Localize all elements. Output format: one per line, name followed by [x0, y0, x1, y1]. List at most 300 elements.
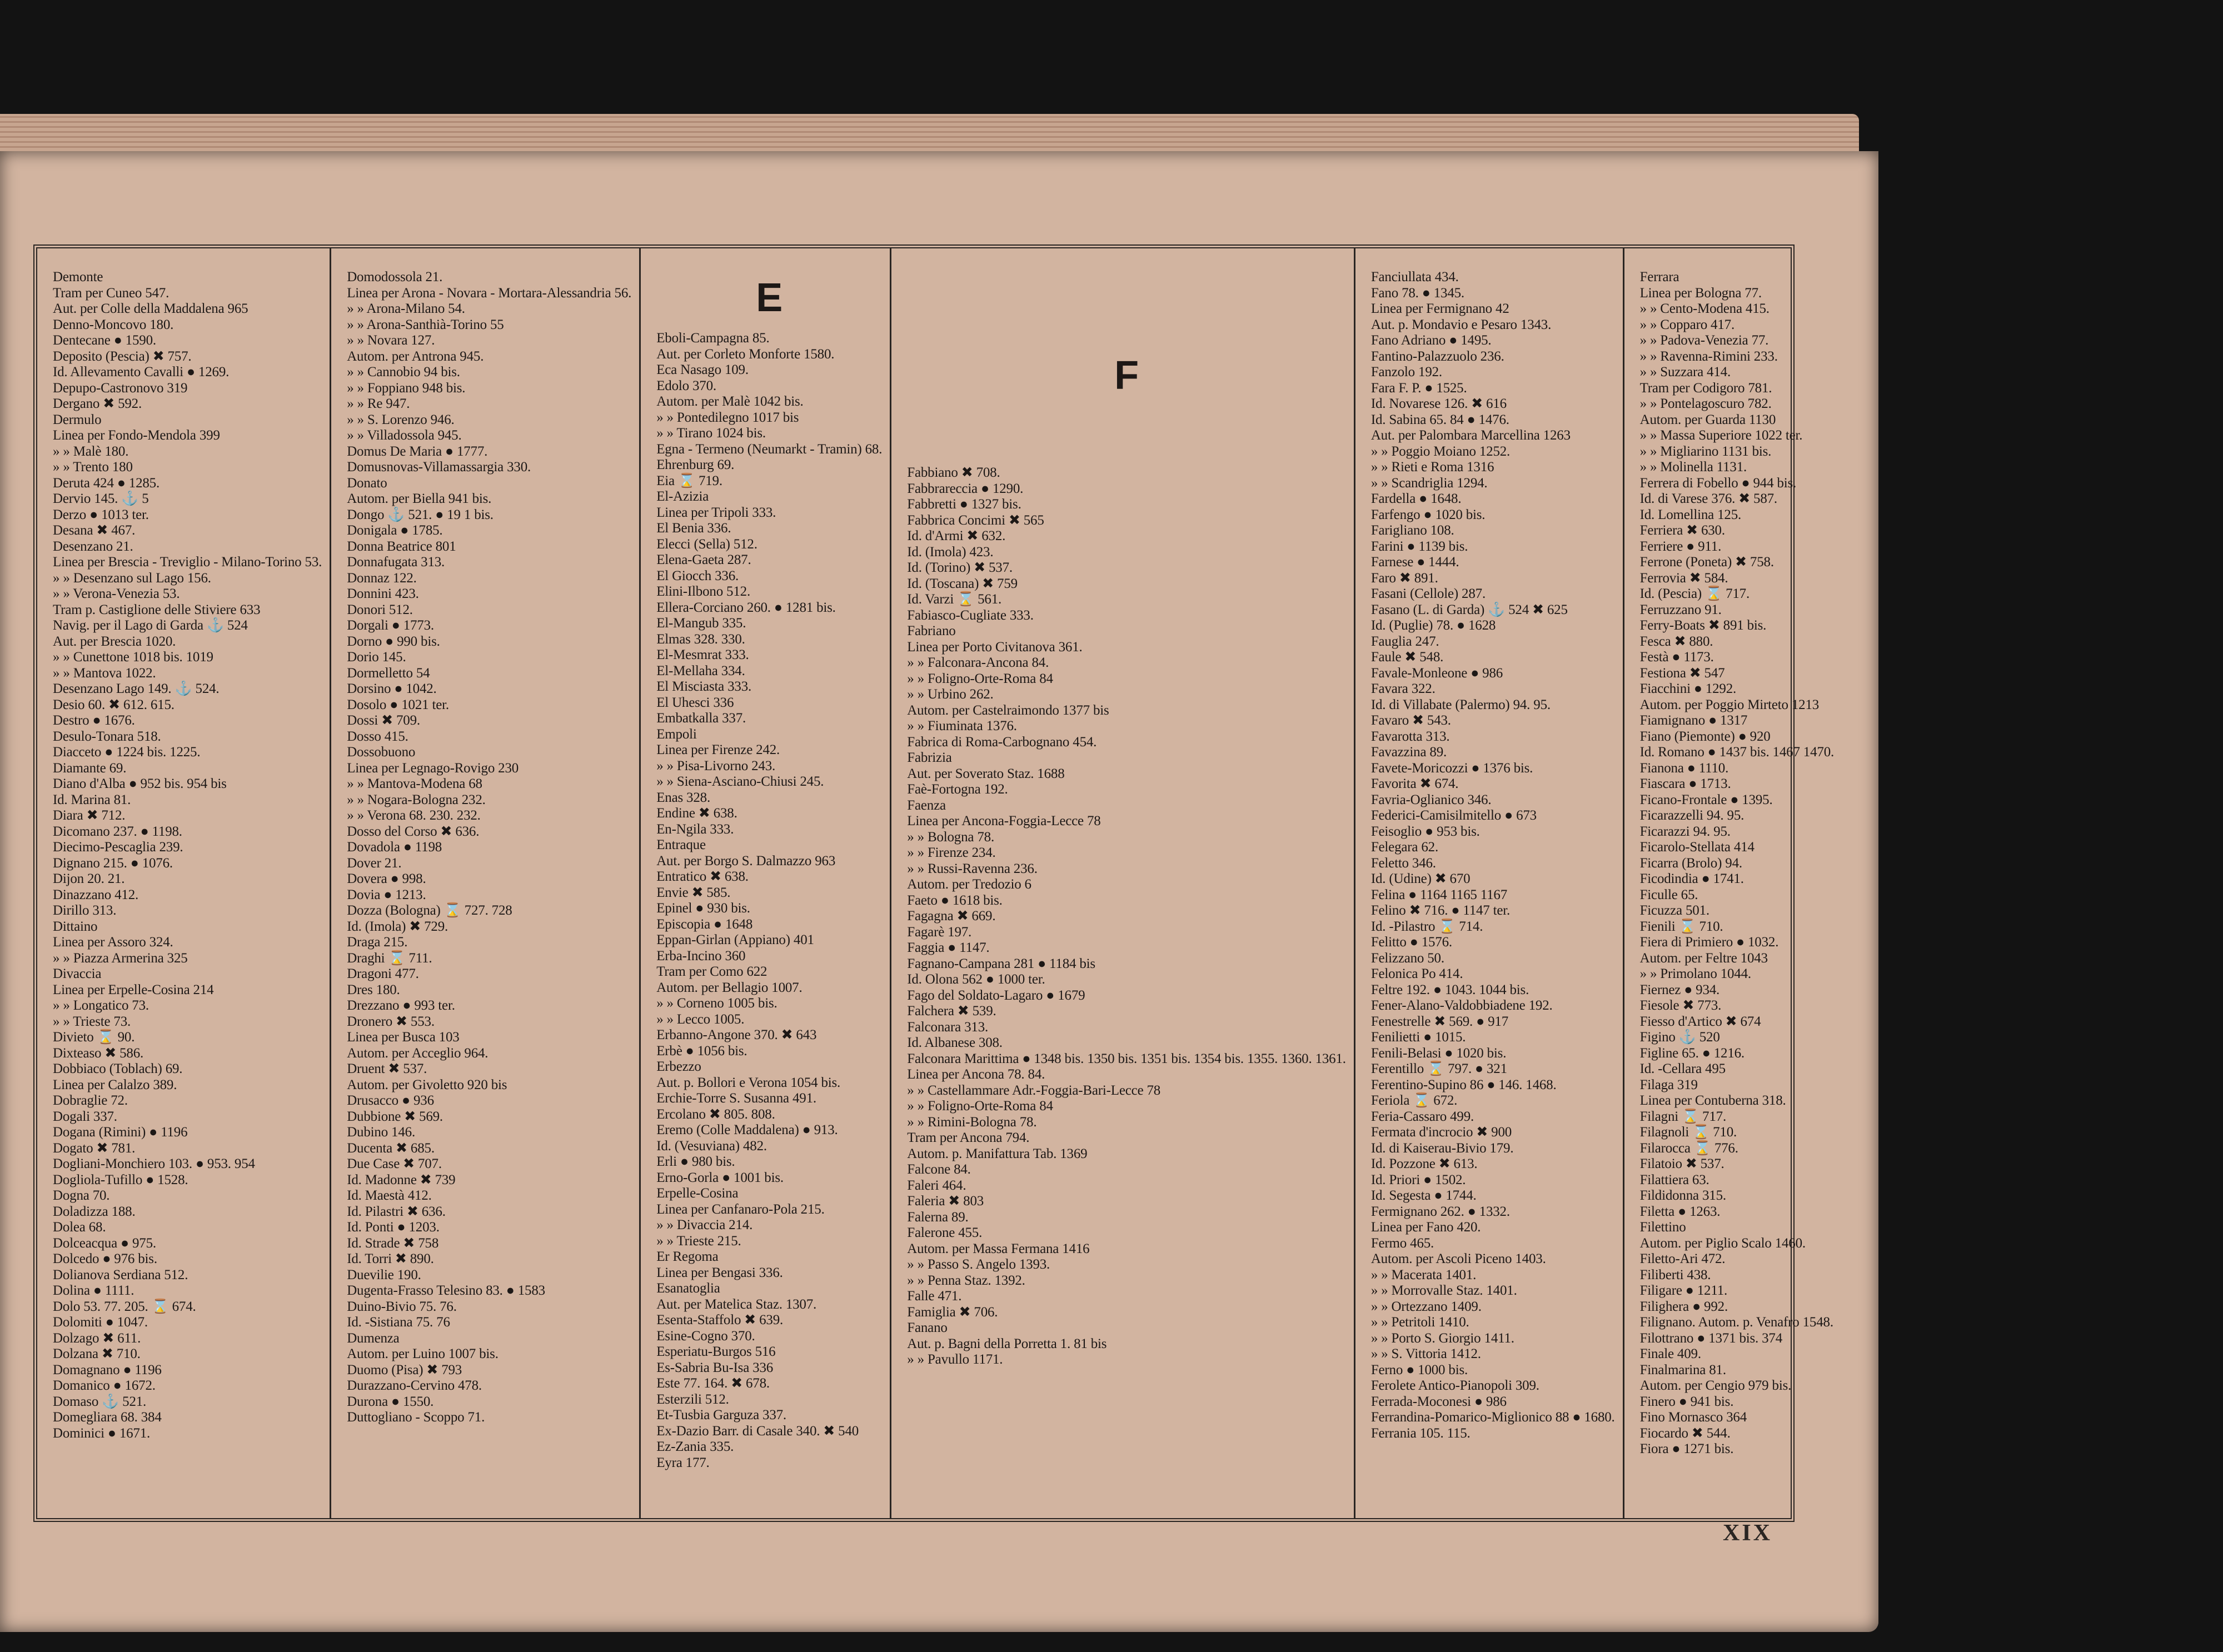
index-entry: » » Suzzara 414. — [1639, 365, 1731, 380]
index-entry: » » Divaccia 214. — [656, 1217, 753, 1232]
index-entry: » » Petritoli 1410. — [1370, 1315, 1469, 1330]
index-entry: Domagnano ● 1196 — [53, 1362, 162, 1378]
index-entry: Dobraglie 72. — [53, 1093, 128, 1108]
index-entry: Eyra 177. — [656, 1455, 710, 1470]
index-entry: Finalmarina 81. — [1639, 1362, 1726, 1378]
index-entry: Id. Ponti ● 1203. — [347, 1220, 440, 1235]
index-entry: Dorio 145. — [347, 650, 406, 665]
index-entry: Donori 512. — [347, 602, 413, 617]
index-entry: El-Mangub 335. — [656, 616, 746, 631]
index-entry: Fiamignano ● 1317 — [1639, 713, 1748, 728]
index-entry: Fano Adriano ● 1495. — [1370, 333, 1492, 348]
index-entry: Fabbiano ✖ 708. — [907, 465, 1000, 480]
index-entry: Id. Albanese 308. — [907, 1035, 1003, 1050]
index-entry: Aut. p. Mondavio e Pesaro 1343. — [1370, 317, 1552, 332]
index-entry: » » Ravenna-Rimini 233. — [1639, 348, 1778, 364]
index-entry: Este 77. 164. ✖ 678. — [656, 1376, 770, 1391]
index-entry: Dogali 337. — [53, 1109, 117, 1124]
index-entry: Ferrovia ✖ 584. — [1639, 570, 1728, 586]
index-column-5 — [1355, 248, 1624, 1518]
index-entry: Dijon 20. 21. — [53, 871, 125, 886]
index-entry: » » Fiuminata 1376. — [907, 718, 1017, 733]
index-entry: Aut. per Soverato Staz. 1688 — [907, 766, 1065, 781]
index-entry: Dossi ✖ 709. — [347, 713, 420, 728]
index-entry: » » Re 947. — [347, 396, 410, 411]
index-entry: Filaga 319 — [1639, 1077, 1698, 1092]
index-entry: Farigliano 108. — [1370, 523, 1454, 538]
index-entry: Esanatoglia — [656, 1281, 720, 1296]
index-entry: Autom. per Guarda 1130 — [1639, 412, 1776, 427]
index-entry: Id. Romano ● 1437 bis. 1467 1470. — [1639, 745, 1835, 760]
index-entry: Falerna 89. — [907, 1209, 969, 1225]
index-entry: Id. di Kaiserau-Bivio 179. — [1370, 1140, 1514, 1156]
index-entry: Dolzana ✖ 710. — [53, 1346, 141, 1361]
index-entry: » » Pisa-Livorno 243. — [656, 758, 776, 773]
index-entry: » » Migliarino 1131 bis. — [1639, 443, 1772, 459]
index-entry: » » Longatico 73. — [53, 998, 149, 1013]
index-entry: Filagnoli ⌛ 710. — [1639, 1125, 1737, 1140]
index-entry: Entratico ✖ 638. — [656, 869, 749, 884]
index-entry: Falle 471. — [907, 1289, 962, 1304]
index-entry: Desenzano 21. — [53, 538, 133, 554]
index-entry: » » Mantova-Modena 68 — [347, 776, 482, 791]
index-entry: Fermata d'incrocio ✖ 900 — [1370, 1125, 1512, 1140]
index-entry: Er Regoma — [656, 1249, 719, 1264]
index-entry: Druent ✖ 537. — [347, 1061, 427, 1076]
index-entry: Derzo ● 1013 ter. — [53, 507, 149, 522]
index-entry: Draghi ⌛ 711. — [347, 950, 432, 966]
index-entry: Autom. per Massa Fermana 1416 — [907, 1241, 1090, 1256]
index-entry: Fagarè 197. — [907, 924, 972, 940]
index-entry: Id. Pilastri ✖ 636. — [347, 1204, 446, 1219]
index-entry: Fiascara ● 1713. — [1639, 776, 1731, 791]
index-entry: Id. (Pescia) ⌛ 717. — [1639, 586, 1750, 601]
index-entry: » » Trieste 73. — [53, 1014, 131, 1029]
index-entry: Dovadola ● 1198 — [347, 840, 442, 855]
index-entry: Favara 322. — [1370, 681, 1436, 696]
index-entry: Id. Olona 562 ● 1000 ter. — [907, 972, 1045, 987]
index-entry: Ferolete Antico-Pianopoli 309. — [1370, 1378, 1539, 1393]
index-entry: » » Arona-Santhià-Torino 55 — [347, 317, 504, 332]
index-entry: Erbanno-Angone 370. ✖ 643 — [656, 1027, 817, 1042]
index-entry: Eremo (Colle Maddalena) ● 913. — [656, 1122, 838, 1137]
index-entry: Linea per Calalzo 389. — [53, 1077, 177, 1092]
index-entry: Dres 180. — [347, 982, 400, 997]
index-entry: » » Novara 127. — [347, 333, 435, 348]
index-entry: Linea per Busca 103 — [347, 1030, 460, 1045]
index-entry: Duomo (Pisa) ✖ 793 — [347, 1362, 462, 1378]
index-entry: Filiberti 438. — [1639, 1267, 1711, 1282]
index-entry: Dronero ✖ 553. — [347, 1014, 435, 1029]
index-entry: » » Porto S. Giorgio 1411. — [1370, 1330, 1514, 1346]
index-entry: Dorsino ● 1042. — [347, 681, 437, 696]
index-entry: » » Primolano 1044. — [1639, 966, 1751, 981]
index-entry: Entraque — [656, 837, 706, 852]
index-entry: Denno-Moncovo 180. — [53, 317, 174, 332]
index-entry: Aut. per Colle della Maddalena 965 — [53, 301, 248, 316]
index-entry: Ducenta ✖ 685. — [347, 1140, 435, 1156]
index-entry: » » Arona-Milano 54. — [347, 301, 465, 316]
index-entry: Desenzano Lago 149. ⚓ 524. — [53, 681, 220, 696]
index-entry: Fabriano — [907, 623, 956, 638]
index-entry: Fagagna ✖ 669. — [907, 909, 996, 924]
index-entry: » » Malè 180. — [53, 443, 129, 459]
index-entry: Ficarra (Brolo) 94. — [1639, 855, 1742, 871]
index-entry: Ez-Zania 335. — [656, 1439, 734, 1454]
index-entry: Dosolo ● 1021 ter. — [347, 697, 449, 712]
index-entry: Faro ✖ 891. — [1370, 570, 1438, 586]
index-entry: Favaro ✖ 543. — [1370, 713, 1451, 728]
index-entry: Egna - Termeno (Neumarkt - Tramin) 68. — [656, 441, 883, 457]
index-entry: Festiona ✖ 547 — [1639, 665, 1725, 681]
index-entry: Dolina ● 1111. — [53, 1283, 134, 1298]
index-entry: Fanano — [907, 1320, 948, 1335]
index-entry: Dittaino — [53, 919, 98, 934]
index-entry: Federici-Camisilmitello ● 673 — [1370, 808, 1537, 823]
index-column-1 — [37, 248, 331, 1518]
index-entry: Fiora ● 1271 bis. — [1639, 1441, 1734, 1456]
index-entry: » » Cento-Modena 415. — [1639, 301, 1770, 316]
index-entry: Fienili ⌛ 710. — [1639, 919, 1723, 934]
index-entry: Dolzago ✖ 611. — [53, 1330, 141, 1346]
index-entry: Tram p. Castiglione delle Stiviere 633 — [53, 602, 261, 617]
index-entry: Ferrera di Fobello ● 944 bis. — [1639, 475, 1797, 491]
index-entry: Fano 78. ● 1345. — [1370, 285, 1464, 301]
index-entry: Linea per Canfanaro-Pola 215. — [656, 1201, 825, 1217]
index-entry: Id. Maestà 412. — [347, 1188, 432, 1203]
index-entry: » » Desenzano sul Lago 156. — [53, 570, 211, 586]
index-entry: Donna Beatrice 801 — [347, 538, 456, 554]
index-entry: Elecci (Sella) 512. — [656, 536, 757, 552]
index-entry: Episcopia ● 1648 — [656, 916, 753, 932]
index-entry: Faenza — [907, 797, 946, 813]
index-entry: Festà ● 1173. — [1639, 650, 1714, 665]
index-entry: Dolcedo ● 976 bis. — [53, 1251, 157, 1266]
index-entry: Erli ● 980 bis. — [656, 1154, 735, 1169]
index-entry: Id. (Toscana) ✖ 759 — [907, 576, 1018, 591]
index-entry: Divieto ⌛ 90. — [53, 1030, 135, 1045]
index-entry: » » Rimini-Bologna 78. — [907, 1114, 1037, 1130]
index-entry: Dolceacqua ● 975. — [53, 1235, 156, 1251]
index-entry: Draga 215. — [347, 935, 408, 950]
index-entry: Desana ✖ 467. — [53, 523, 136, 538]
index-entry: Dermulo — [53, 412, 102, 427]
index-entry: Fanciullata 434. — [1370, 269, 1459, 285]
index-entry: Faeto ● 1618 bis. — [907, 892, 1003, 908]
index-entry: Dugenta-Frasso Telesino 83. ● 1583 — [347, 1283, 545, 1298]
index-entry: Linea per Porto Civitanova 361. — [907, 639, 1083, 655]
index-entry: Felegara 62. — [1370, 840, 1438, 855]
index-entry: Id. Segesta ● 1744. — [1370, 1188, 1477, 1203]
index-entry: Duino-Bivio 75. 76. — [347, 1299, 457, 1314]
index-entry: Dosso del Corso ✖ 636. — [347, 823, 480, 839]
index-entry: Es-Sabria Bu-Isa 336 — [656, 1360, 774, 1375]
index-entry: Fiesole ✖ 773. — [1639, 998, 1722, 1013]
index-entry: Dossobuono — [347, 745, 416, 760]
index-entry: El Uhesci 336 — [656, 695, 734, 710]
index-entry: Fiacchini ● 1292. — [1639, 681, 1737, 696]
index-entry: Felizzano 50. — [1370, 950, 1444, 966]
index-entry: Falchera ✖ 539. — [907, 1004, 996, 1019]
index-entry: Faè-Fortogna 192. — [907, 782, 1008, 797]
index-entry: Erpelle-Cosina — [656, 1186, 739, 1201]
index-entry: Linea per Fano 420. — [1370, 1220, 1481, 1235]
index-entry: Famiglia ✖ 706. — [907, 1304, 998, 1320]
index-entry: Embatkalla 337. — [656, 711, 746, 726]
index-entry: Dover 21. — [347, 855, 402, 871]
index-entry: Erba-Incino 360 — [656, 948, 746, 964]
index-entry: Linea per Brescia - Treviglio - Milano-Torino 53. — [53, 555, 322, 570]
index-entry: Autom. per Cengio 979 bis. — [1639, 1378, 1792, 1393]
index-entry: Id. Priori ● 1502. — [1370, 1172, 1466, 1187]
index-entry: Faggia ● 1147. — [907, 940, 990, 955]
index-entry: Domanico ● 1672. — [53, 1378, 156, 1393]
index-entry: Duevilie 190. — [347, 1267, 421, 1282]
index-entry: Autom. per Antrona 945. — [347, 348, 484, 364]
index-entry: Fago del Soldato-Lagaro ● 1679 — [907, 987, 1085, 1003]
index-entry: Autom. p. Manifattura Tab. 1369 — [907, 1146, 1088, 1161]
index-entry: Ferriere ● 911. — [1639, 538, 1722, 554]
index-entry: Domegliara 68. 384 — [53, 1410, 162, 1425]
index-entry: » » Tirano 1024 bis. — [656, 426, 766, 441]
index-entry: Diecimo-Pescaglia 239. — [53, 840, 183, 855]
index-entry: Fara F. P. ● 1525. — [1370, 380, 1467, 396]
index-entry: Figline 65. ● 1216. — [1639, 1045, 1744, 1061]
index-entry: » » Verona-Venezia 53. — [53, 586, 180, 601]
index-entry: Felitto ● 1576. — [1370, 935, 1452, 950]
index-entry: Diamante 69. — [53, 760, 127, 776]
index-entry: » » Padova-Venezia 77. — [1639, 333, 1769, 348]
index-entry: » » Trieste 215. — [656, 1233, 741, 1249]
index-entry: Domusnovas-Villamassargia 330. — [347, 460, 531, 475]
index-entry: Dorgali ● 1773. — [347, 618, 434, 633]
index-entry: Erchie-Torre S. Susanna 491. — [656, 1091, 816, 1106]
index-entry: Dragoni 477. — [347, 966, 419, 981]
index-entry: Id. di Varese 376. ✖ 587. — [1639, 491, 1777, 506]
index-column-2 — [331, 248, 641, 1518]
index-entry: Diacceto ● 1224 bis. 1225. — [53, 745, 201, 760]
index-entry: Fianona ● 1110. — [1639, 760, 1729, 776]
index-entry: Dolianova Serdiana 512. — [53, 1267, 188, 1282]
index-entry: Dosso 415. — [347, 728, 408, 744]
index-entry: Feisoglio ● 953 bis. — [1370, 823, 1480, 839]
index-entry: Ferry-Boats ✖ 891 bis. — [1639, 618, 1767, 633]
index-entry: » » Foligno-Orte-Roma 84 — [907, 671, 1053, 686]
index-column-4 — [891, 248, 1355, 1518]
index-entry: Dogana (Rimini) ● 1196 — [53, 1125, 188, 1140]
index-entry: Dergano ✖ 592. — [53, 396, 142, 411]
index-entry: » » Mantova 1022. — [53, 665, 156, 681]
index-entry: » » Pontedilegno 1017 bis — [656, 410, 799, 425]
index-entry: Fardella ● 1648. — [1370, 491, 1462, 506]
index-entry: Dubino 146. — [347, 1125, 415, 1140]
index-entry: Eca Nasago 109. — [656, 362, 749, 377]
index-entry: Id. (Udine) ✖ 670 — [1370, 871, 1471, 886]
index-entry: Tram per Codigoro 781. — [1639, 380, 1772, 396]
index-entry: » » Foppiano 948 bis. — [347, 380, 466, 396]
index-entry: Ferno ● 1000 bis. — [1370, 1362, 1468, 1378]
index-entry: Autom. per Biella 941 bis. — [347, 491, 492, 506]
index-entry: Dozza (Bologna) ⌛ 727. 728 — [347, 903, 512, 918]
index-entry: Donigala ● 1785. — [347, 523, 443, 538]
index-columns — [37, 248, 1835, 1518]
index-column-3 — [641, 248, 891, 1518]
index-entry: Fabrica di Roma-Carbognano 454. — [907, 734, 1097, 750]
index-entry: Farfengo ● 1020 bis. — [1370, 507, 1486, 522]
index-entry: Fanzolo 192. — [1370, 365, 1442, 380]
index-entry: Esterzili 512. — [656, 1391, 729, 1407]
index-entry: Fino Mornasco 364 — [1639, 1410, 1747, 1425]
index-entry: Figino ⚓ 520 — [1639, 1030, 1720, 1045]
index-entry: Autom. per Bellagio 1007. — [656, 980, 803, 995]
index-entry: Autom. per Piglio Scalo 1460. — [1639, 1235, 1806, 1251]
index-entry: » » Lecco 1005. — [656, 1011, 745, 1027]
index-entry: Dorno ● 990 bis. — [347, 633, 440, 649]
index-entry: Filignano. Autom. p. Venafro 1548. — [1639, 1315, 1833, 1330]
index-entry: Autom. per Givoletto 920 bis — [347, 1077, 507, 1092]
index-entry: Farnese ● 1444. — [1370, 555, 1459, 570]
index-entry: » » Castellammare Adr.-Foggia-Bari-Lecce 78 — [907, 1082, 1161, 1098]
index-entry: Elini-Ilbono 512. — [656, 584, 751, 599]
index-entry: Tram per Ancona 794. — [907, 1130, 1030, 1145]
index-entry: » » Molinella 1131. — [1639, 460, 1747, 475]
index-entry: Dogna 70. — [53, 1188, 110, 1203]
index-entry: Id. d'Armi ✖ 632. — [907, 528, 1006, 543]
index-entry: Feletto 346. — [1370, 855, 1436, 871]
index-entry: Enas 328. — [656, 790, 710, 805]
index-entry: Domodossola 21. — [347, 269, 443, 285]
index-entry: Id. Allevamento Cavalli ● 1269. — [53, 365, 230, 380]
index-entry: Id. Novarese 126. ✖ 616 — [1370, 396, 1507, 411]
index-entry: Ficuzza 501. — [1639, 903, 1709, 918]
index-entry: Fabbretti ● 1327 bis. — [907, 497, 1021, 512]
index-entry: Aut. per Palombara Marcellina 1263 — [1370, 428, 1571, 443]
index-entry: Autom. per Malè 1042 bis. — [656, 394, 804, 409]
index-entry: » » Scandriglia 1294. — [1370, 475, 1488, 491]
index-entry: El-Mesmrat 333. — [656, 647, 749, 662]
index-entry: Fiernez ● 934. — [1639, 982, 1720, 997]
index-entry: El Giocch 336. — [656, 568, 739, 583]
index-entry: Erno-Gorla ● 1001 bis. — [656, 1170, 784, 1185]
index-entry: Dixteaso ✖ 586. — [53, 1045, 144, 1061]
index-entry: » » Cunettone 1018 bis. 1019 — [53, 650, 213, 665]
index-entry: Edolo 370. — [656, 378, 716, 393]
index-entry: Feltre 192. ● 1043. 1044 bis. — [1370, 982, 1529, 997]
index-entry: Elmas 328. 330. — [656, 631, 745, 647]
index-entry: Destro ● 1676. — [53, 713, 135, 728]
index-entry: » » Pavullo 1171. — [907, 1352, 1003, 1367]
index-entry: Id. -Pilastro ⌛ 714. — [1370, 919, 1483, 934]
index-entry: Id. di Villabate (Palermo) 94. 95. — [1370, 697, 1551, 712]
index-entry: Fasano (L. di Garda) ⚓ 524 ✖ 625 — [1370, 602, 1568, 617]
index-entry: Id. Pozzone ✖ 613. — [1370, 1156, 1478, 1171]
index-entry: Erbezzo — [656, 1059, 701, 1074]
index-entry: Fabrizia — [907, 750, 952, 765]
index-entry: Fildidonna 315. — [1639, 1188, 1726, 1203]
index-entry: Dolo 53. 77. 205. ⌛ 674. — [53, 1299, 196, 1314]
index-entry: » » S. Vittoria 1412. — [1370, 1346, 1481, 1361]
index-entry: Farini ● 1139 bis. — [1370, 538, 1468, 554]
index-entry: Linea per Assoro 324. — [53, 935, 173, 950]
index-entry: Diano d'Alba ● 952 bis. 954 bis — [53, 776, 227, 791]
index-entry: Donato — [347, 475, 387, 491]
index-entry: Ercolano ✖ 805. 808. — [656, 1106, 775, 1122]
index-entry: Linea per Ancona-Foggia-Lecce 78 — [907, 813, 1101, 829]
index-entry: Dicomano 237. ● 1198. — [53, 823, 182, 839]
index-entry: Deposito (Pescia) ✖ 757. — [53, 348, 192, 364]
index-entry: Ferentillo ⌛ 797. ● 321 — [1370, 1061, 1507, 1076]
index-entry: Id. -Sistiana 75. 76 — [347, 1315, 450, 1330]
index-entry: Linea per Tripoli 333. — [656, 505, 776, 520]
index-entry: Linea per Firenze 242. — [656, 742, 780, 757]
index-entry: Linea per Arona - Novara - Mortara-Alessandria 56. — [347, 285, 632, 301]
index-entry: Faleri 464. — [907, 1177, 966, 1193]
index-entry: Dolomiti ● 1047. — [53, 1315, 148, 1330]
index-column-6 — [1624, 248, 1842, 1518]
index-entry: Id. Lomellina 125. — [1639, 507, 1742, 522]
index-entry: Dignano 215. ● 1076. — [53, 855, 173, 871]
index-entry: Eia ⌛ 719. — [656, 473, 722, 488]
index-entry: Dormelletto 54 — [347, 665, 430, 681]
index-entry: Fiocardo ✖ 544. — [1639, 1425, 1731, 1441]
index-entry: Ferrada-Moconesi ● 986 — [1370, 1394, 1507, 1409]
index-entry: » » Macerata 1401. — [1370, 1267, 1477, 1282]
index-entry: Aut. per Corleto Monforte 1580. — [656, 346, 835, 362]
index-entry: Due Case ✖ 707. — [347, 1156, 442, 1171]
index-entry: Favete-Moricozzi ● 1376 bis. — [1370, 760, 1533, 776]
index-entry: Filigare ● 1211. — [1639, 1283, 1728, 1298]
index-entry: Filatoio ✖ 537. — [1639, 1156, 1724, 1171]
index-entry: » » Pontelagoscuro 782. — [1639, 396, 1772, 411]
index-entry: » » Poggio Moiano 1252. — [1370, 443, 1511, 459]
index-entry: » » Copparo 417. — [1639, 317, 1734, 332]
index-entry: Id. (Imola) 423. — [907, 544, 994, 560]
index-entry: Id. Marina 81. — [53, 792, 131, 807]
index-entry: » » Rieti e Roma 1316 — [1370, 460, 1494, 475]
index-entry: Felonica Po 414. — [1370, 966, 1463, 981]
index-entry: Filarocca ⌛ 776. — [1639, 1140, 1738, 1156]
index-entry: Ferentino-Supino 86 ● 146. 1468. — [1370, 1077, 1557, 1092]
index-entry: » » Ortezzano 1409. — [1370, 1299, 1482, 1314]
index-entry: Feria-Cassaro 499. — [1370, 1109, 1474, 1124]
index-entry: Id. (Torino) ✖ 537. — [907, 560, 1013, 575]
index-entry: Felino ✖ 716. ● 1147 ter. — [1370, 903, 1511, 918]
index-entry: Fesca ✖ 880. — [1639, 633, 1713, 649]
index-entry: Aut. per Matelica Staz. 1307. — [656, 1296, 817, 1312]
index-entry: » » Morrovalle Staz. 1401. — [1370, 1283, 1517, 1298]
index-entry: » » Russi-Ravenna 236. — [907, 861, 1038, 876]
index-entry: » » Verona 68. 230. 232. — [347, 808, 481, 823]
index-entry: Ficarazzi 94. 95. — [1639, 823, 1731, 839]
index-entry: El Benia 336. — [656, 521, 731, 536]
index-entry: Ferrania 105. 115. — [1370, 1425, 1471, 1441]
index-entry: Finero ● 941 bis. — [1639, 1394, 1734, 1409]
index-entry: Faule ✖ 548. — [1370, 650, 1444, 665]
section-letter: F — [1114, 353, 1139, 398]
index-entry: » » Piazza Armerina 325 — [53, 950, 188, 966]
index-entry: Fener-Alano-Valdobbiadene 192. — [1370, 998, 1553, 1013]
index-entry: Dogliani-Monchiero 103. ● 953. 954 — [53, 1156, 255, 1171]
index-entry: El-Mellaha 334. — [656, 663, 745, 678]
index-entry: Fauglia 247. — [1370, 633, 1439, 649]
index-entry: Filagni ⌛ 717. — [1639, 1109, 1727, 1124]
index-entry: Favale-Monleone ● 986 — [1370, 665, 1503, 681]
index-entry: Fabbrareccia ● 1290. — [907, 481, 1024, 496]
index-entry: Falconara Marittima ● 1348 bis. 1350 bis. 1351 bis. 1354 bis. 1355. 1360. 1361. — [907, 1051, 1346, 1066]
index-entry: Donnafugata 313. — [347, 555, 445, 570]
index-entry: Id. (Puglie) 78. ● 1628 — [1370, 618, 1496, 633]
index-entry: Linea per Bologna 77. — [1639, 285, 1762, 301]
